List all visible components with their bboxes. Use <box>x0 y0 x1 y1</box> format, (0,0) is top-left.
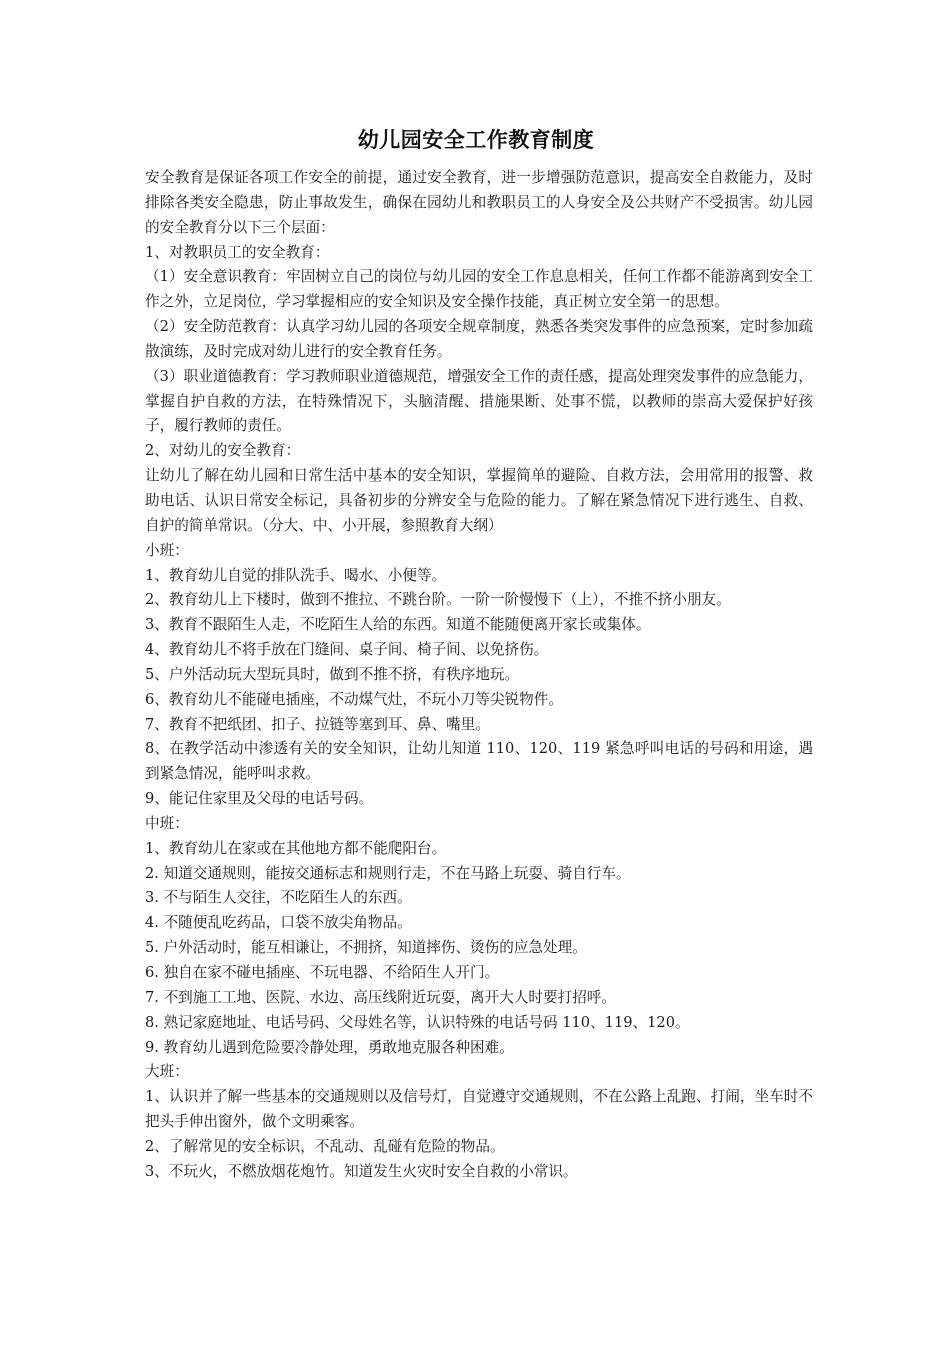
list-item-small-3: 3、教育不跟陌生人走，不吃陌生人给的东西。知道不能随便离开家长或集体。 <box>145 616 651 634</box>
heading-middle-class: 中班： <box>145 814 189 832</box>
list-item-large-2: 2、了解常见的安全标识，不乱动、乱碰有危险的物品。 <box>145 1137 505 1155</box>
list-item-middle-7: 7. 不到施工工地、医院、水边、高压线附近玩耍，离开大人时要打招呼。 <box>145 988 616 1006</box>
paragraph-child-overview: 让幼儿了解在幼儿园和日常生活中基本的安全知识，掌握简单的避险、自救方法，会用常用的报警、救助电话、认识日常安全标记，具备初步的分辨安全与危险的能力。了解在紧急情况下进行逃生、自救、自护的简单常识。（分大、中、小开展，参照教育大纲） <box>145 467 813 534</box>
list-item-small-6: 6、教育幼儿不能碰电插座，不动煤气灶，不玩小刀等尖锐物件。 <box>145 690 563 708</box>
paragraph-staff-awareness: （1）安全意识教育：牢固树立自己的岗位与幼儿园的安全工作息息相关，任何工作都不能游离到安全工作之外，立足岗位，学习掌握相应的安全知识及安全操作技能，真正树立安全第一的思想。 <box>145 268 813 311</box>
list-item-small-5: 5、户外活动玩大型玩具时，做到不推不挤，有秩序地玩。 <box>145 665 520 683</box>
heading-small-class: 小班： <box>145 541 189 559</box>
list-item-middle-6: 6. 独自在家不碰电插座、不玩电器、不给陌生人开门。 <box>145 964 500 981</box>
list-item-middle-9: 9. 教育幼儿遇到危险要冷静处理，勇敢地克服各种困难。 <box>145 1038 514 1056</box>
list-item-small-2: 2、教育幼儿上下楼时，做到不推拉、不跳台阶。一阶一阶慢慢下（上），不推不挤小朋友。 <box>145 591 731 609</box>
document-body <box>145 166 813 1185</box>
document-title: 幼儿园安全工作教育制度 <box>357 128 595 152</box>
heading-child-safety: 2、对幼儿的安全教育： <box>145 442 301 460</box>
list-item-small-1: 1、教育幼儿自觉的排队洗手、喝水、小便等。 <box>145 566 447 584</box>
list-item-middle-8: 8. 熟记家庭地址、电话号码、父母姓名等，认识特殊的电话号码 110、119、120。 <box>145 1013 690 1031</box>
list-item-middle-1: 1、教育幼儿在家或在其他地方都不能爬阳台。 <box>145 839 447 857</box>
list-item-middle-4: 4. 不随便乱吃药品，口袋不放尖角物品。 <box>145 914 412 932</box>
heading-large-class: 大班： <box>145 1063 189 1081</box>
list-item-small-7: 7、教育不把纸团、扣子、拉链等塞到耳、鼻、嘴里。 <box>145 715 490 733</box>
list-item-middle-2: 2. 知道交通规则，能按交通标志和规则行走，不在马路上玩耍、骑自行车。 <box>145 864 631 882</box>
list-item-small-8: 8、在教学活动中渗透有关的安全知识，让幼儿知道 110、120、119 紧急呼叫电话的号码和用途，遇到紧急情况，能呼叫求救。 <box>145 740 813 783</box>
paragraph-intro: 安全教育是保证各项工作安全的前提，通过安全教育，进一步增强防范意识，提高安全自救能力，及时排除各类安全隐患，防止事故发生，确保在园幼儿和教职员工的人身安全及公共财产不受损害。幼儿园的安全教育分以下三个层面： <box>145 169 813 236</box>
paragraph-staff-ethics: （3）职业道德教育：学习教师职业道德规范，增强安全工作的责任感，提高处理突发事件的应急能力，掌握自护自救的方法，在特殊情况下，头脑清醒、措施果断、处事不慌，以教师的崇高大爱保护好孩子，履行教师的责任。 <box>145 367 813 435</box>
list-item-middle-3: 3. 不与陌生人交往，不吃陌生人的东西。 <box>145 889 412 907</box>
list-item-small-4: 4、教育幼儿不将手放在门缝间、桌子间、椅子间、以免挤伤。 <box>145 641 549 659</box>
heading-staff-safety: 1、对教职员工的安全教育： <box>145 243 330 261</box>
paragraph-staff-prevention: （2）安全防范教育：认真学习幼儿园的各项安全规章制度，熟悉各类突发事件的应急预案，定时参加疏散演练，及时完成对幼儿进行的安全教育任务。 <box>145 318 813 360</box>
list-item-middle-5: 5. 户外活动时，能互相谦让，不拥挤，知道摔伤、烫伤的应急处理。 <box>145 939 587 957</box>
list-item-large-3: 3、不玩火，不燃放烟花炮竹。知道发生火灾时安全自救的小常识。 <box>145 1162 578 1180</box>
list-item-large-1: 1、认识并了解一些基本的交通规则以及信号灯，自觉遵守交通规则，不在公路上乱跑、打闹，坐车时不把头手伸出窗外，做个文明乘客。 <box>145 1088 813 1131</box>
list-item-small-9: 9、能记住家里及父母的电话号码。 <box>145 790 374 808</box>
